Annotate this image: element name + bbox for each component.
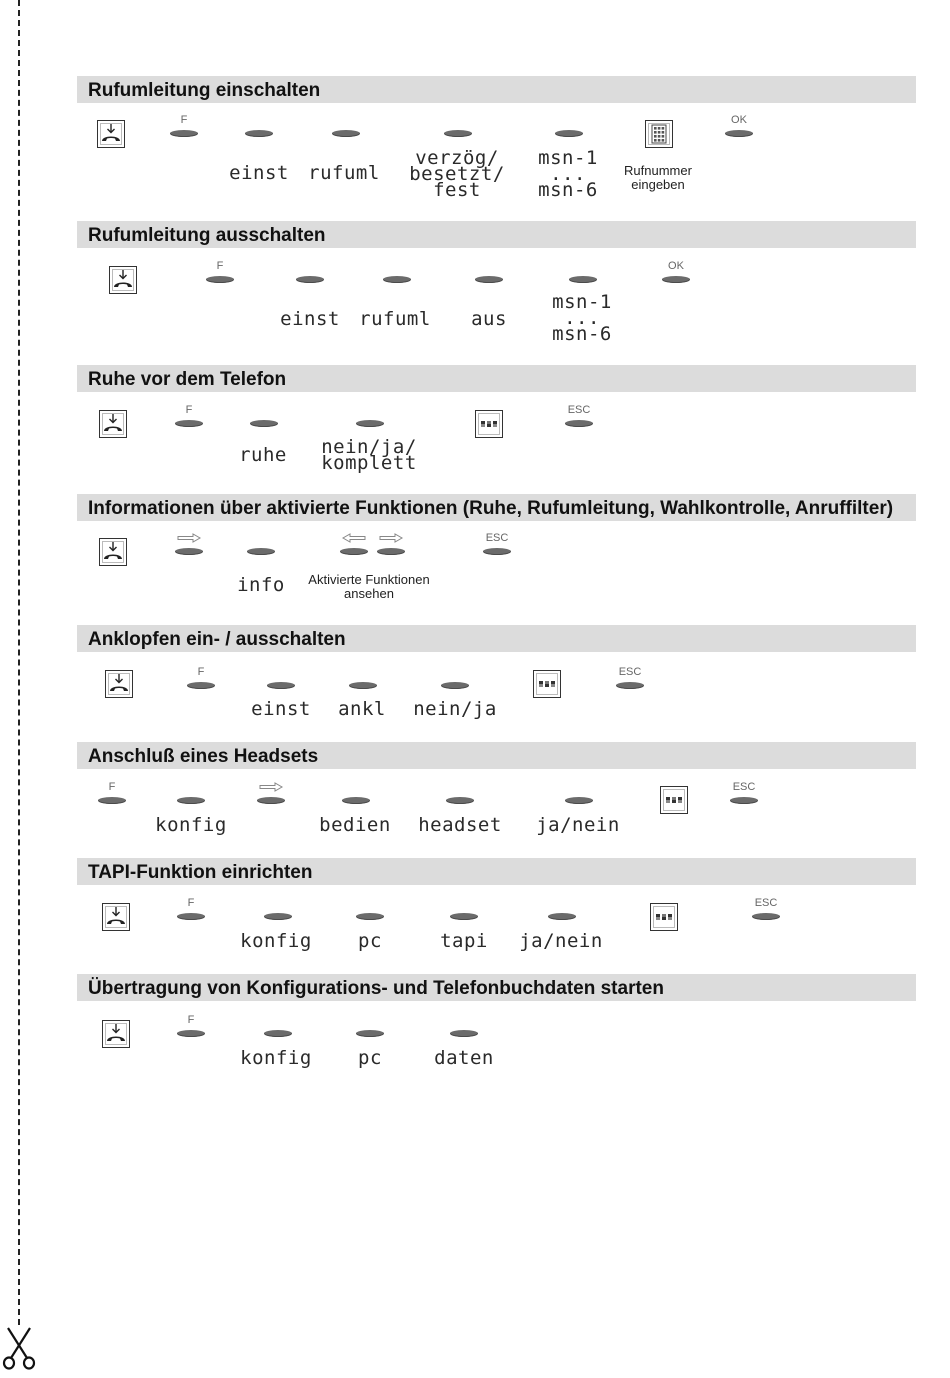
forward-key[interactable]	[175, 545, 203, 555]
arrow-right-icon	[177, 533, 201, 543]
display-key[interactable]	[356, 910, 384, 920]
display-key[interactable]	[446, 794, 474, 804]
display-key[interactable]	[247, 545, 275, 555]
function-key[interactable]	[206, 260, 234, 283]
handset-lift-icon	[97, 120, 125, 148]
display-key[interactable]	[342, 794, 370, 804]
display-text: einst	[280, 308, 340, 330]
display-key[interactable]	[264, 910, 292, 920]
display-key[interactable]	[264, 1027, 292, 1037]
ok-key[interactable]	[725, 114, 753, 137]
section-title: Rufumleitung ausschalten	[77, 221, 916, 248]
forward-key[interactable]	[377, 545, 405, 555]
display-text: nein/ja	[413, 698, 497, 720]
cut-line	[18, 0, 20, 1325]
display-text: ankl	[338, 698, 386, 720]
escape-key[interactable]	[616, 666, 644, 689]
key-label: F	[185, 404, 193, 416]
handset-lift-icon	[109, 266, 137, 294]
display-key[interactable]	[441, 679, 469, 689]
display-key[interactable]	[245, 127, 273, 137]
handset-lift-icon	[102, 1020, 130, 1048]
display-key[interactable]	[450, 910, 478, 920]
display-key[interactable]	[349, 679, 377, 689]
forward-key[interactable]	[257, 794, 285, 804]
display-text: daten	[434, 1047, 494, 1069]
handset-lift-icon	[99, 538, 127, 566]
key-label: ESC	[754, 897, 778, 909]
display-text: headset	[418, 814, 502, 836]
display-text: verzög/ besetzt/ fest	[409, 147, 505, 201]
display-text: tapi	[440, 930, 488, 952]
display-text: msn-1 ... msn-6	[538, 147, 598, 201]
display-key[interactable]	[267, 679, 295, 689]
display-key[interactable]	[548, 910, 576, 920]
display-key[interactable]	[177, 794, 205, 804]
display-key[interactable]	[450, 1027, 478, 1037]
handset-lift-icon	[102, 903, 130, 931]
key-label: ESC	[618, 666, 642, 678]
section-title: Übertragung von Konfigurations- und Telefonbuchdaten starten	[77, 974, 916, 1001]
display-key[interactable]	[565, 794, 593, 804]
display-key[interactable]	[475, 273, 503, 283]
function-key[interactable]	[177, 1014, 205, 1037]
section-title: Rufumleitung einschalten	[77, 76, 916, 103]
section-title: Informationen über aktivierte Funktionen (Ruhe, Rufumleitung, Wahlkontrolle, Anruffilter)	[77, 494, 916, 521]
display-text: nein/ja/ komplett	[321, 436, 417, 474]
function-key[interactable]	[170, 114, 198, 137]
arrow-left-icon	[342, 533, 366, 543]
key-label: OK	[668, 260, 684, 272]
function-key[interactable]	[175, 404, 203, 427]
handset-lift-icon	[99, 410, 127, 438]
confirm-key-icon[interactable]	[650, 903, 678, 931]
arrow-right-icon	[259, 782, 283, 792]
key-label: F	[187, 897, 195, 909]
display-key[interactable]	[296, 273, 324, 283]
key-label: F	[108, 781, 116, 793]
handset-lift-icon	[105, 670, 133, 698]
section-title: Ruhe vor dem Telefon	[77, 365, 916, 392]
confirm-key-icon[interactable]	[533, 670, 561, 698]
function-key[interactable]	[177, 897, 205, 920]
function-key[interactable]	[98, 781, 126, 804]
display-text: konfig	[155, 814, 227, 836]
display-text: aus	[471, 308, 507, 330]
key-label: F	[216, 260, 224, 272]
display-text: konfig	[240, 1047, 312, 1069]
escape-key[interactable]	[565, 404, 593, 427]
key-label: ESC	[485, 532, 509, 544]
display-text: ja/nein	[536, 814, 620, 836]
key-label: F	[180, 114, 188, 126]
back-key[interactable]	[340, 545, 368, 555]
display-text: rufuml	[308, 162, 380, 184]
display-key[interactable]	[356, 417, 384, 427]
display-text: pc	[358, 1047, 382, 1069]
escape-key[interactable]	[483, 532, 511, 555]
display-text: konfig	[240, 930, 312, 952]
display-key[interactable]	[569, 273, 597, 283]
display-text: einst	[251, 698, 311, 720]
display-text: msn-1 ... msn-6	[552, 291, 612, 345]
key-label: ESC	[732, 781, 756, 793]
display-text: bedien	[319, 814, 391, 836]
display-text: ja/nein	[519, 930, 603, 952]
display-text: info	[237, 574, 285, 596]
display-text: einst	[229, 162, 289, 184]
note-text: Rufnummer eingeben	[624, 163, 692, 192]
display-key[interactable]	[332, 127, 360, 137]
confirm-key-icon[interactable]	[660, 786, 688, 814]
display-text: ruhe	[239, 444, 287, 466]
section-title: TAPI-Funktion einrichten	[77, 858, 916, 885]
display-key[interactable]	[356, 1027, 384, 1037]
display-text: rufuml	[359, 308, 431, 330]
section-title: Anklopfen ein- / ausschalten	[77, 625, 916, 652]
keypad-icon	[645, 120, 673, 148]
escape-key[interactable]	[730, 781, 758, 804]
key-label: OK	[731, 114, 747, 126]
ok-key[interactable]	[662, 260, 690, 283]
confirm-key-icon[interactable]	[475, 410, 503, 438]
scissors-icon	[2, 1326, 36, 1370]
display-text: pc	[358, 930, 382, 952]
key-label: F	[187, 1014, 195, 1026]
key-label: F	[197, 666, 205, 678]
function-key[interactable]	[187, 666, 215, 689]
section-title: Anschluß eines Headsets	[77, 742, 916, 769]
display-key[interactable]	[444, 127, 472, 137]
display-key[interactable]	[383, 273, 411, 283]
display-key[interactable]	[555, 127, 583, 137]
key-label: ESC	[567, 404, 591, 416]
escape-key[interactable]	[752, 897, 780, 920]
note-text: Aktivierte Funktionen ansehen	[308, 572, 430, 601]
arrow-right-icon	[379, 533, 403, 543]
display-key[interactable]	[250, 417, 278, 427]
